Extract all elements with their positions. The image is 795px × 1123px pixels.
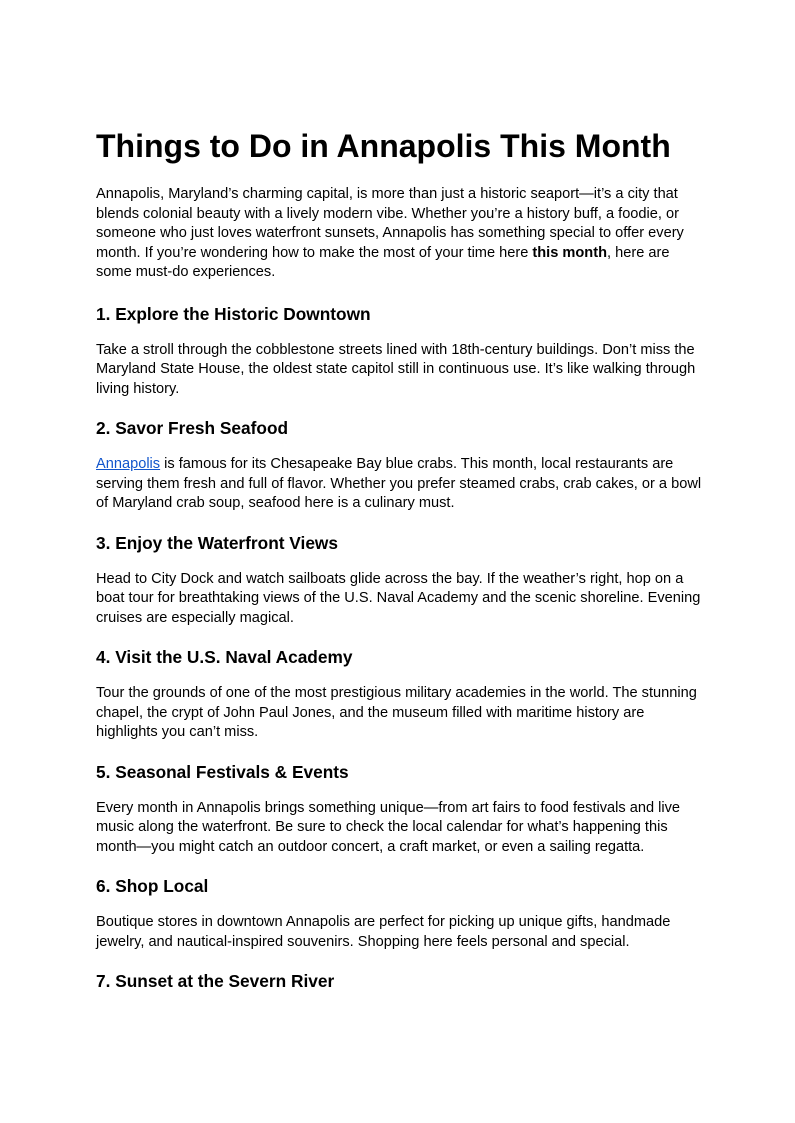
section-body: Every month in Annapolis brings something unique—from art fairs to food festivals and live music along the waterfront. Be sure to check the local calendar for what’s happening this month—you might catch an outdoor concert, a craft market, or even a sailing regatta. xyxy=(96,799,681,855)
section-seafood xyxy=(96,417,702,514)
page-title: Things to Do in Annapolis This Month xyxy=(96,128,671,164)
section-festivals xyxy=(96,761,702,858)
section-heading: 2. Savor Fresh Seafood xyxy=(96,418,289,438)
section-explore-downtown xyxy=(96,303,702,400)
intro-text-end: , here are some must-do experiences. xyxy=(96,244,670,280)
document-page xyxy=(96,126,702,1010)
intro-text: Annapolis, Maryland’s charming capital, is more than just a historic seaport—it’s a city that blends colonial beauty with a lively modern vibe. Whether you’re a history buff, a foodie, or someone who just loves waterfront sunsets, Annapolis has something special to offer every month. If you’re wondering how to make the most of your time here xyxy=(96,186,684,261)
section-body: Head to City Dock and watch sailboats glide across the bay. If the weather’s right, hop on a boat tour for breathtaking views of the U.S. Naval Academy and the scenic shoreline. Evening cruises are especially magical. xyxy=(96,570,701,626)
section-sunset xyxy=(96,970,702,992)
section-shop-local xyxy=(96,875,702,952)
section-body xyxy=(96,455,702,514)
section-heading: 1. Explore the Historic Downtown xyxy=(96,303,371,324)
section-heading: 3. Enjoy the Waterfront Views xyxy=(96,532,338,553)
section-heading: 5. Seasonal Festivals & Events xyxy=(96,761,349,782)
section-heading: 4. Visit the U.S. Naval Academy xyxy=(96,647,353,667)
annapolis-link[interactable]: Annapolis xyxy=(96,456,161,472)
intro-paragraph xyxy=(96,185,702,283)
section-naval-academy xyxy=(96,646,702,743)
section-heading: 7. Sunset at the Severn River xyxy=(96,971,335,991)
intro-bold-text: this month xyxy=(532,244,607,261)
section-heading: 6. Shop Local xyxy=(96,876,209,896)
section-body: Take a stroll through the cobblestone streets lined with 18th-century buildings. Don’t miss the Maryland State House, the oldest state capitol still in continuous use. It’s like walking through living history. xyxy=(96,341,696,397)
section-body: Boutique stores in downtown Annapolis are perfect for picking up unique gifts, handmade jewelry, and nautical-inspired souvenirs. Shopping here feels personal and special. xyxy=(96,914,671,950)
section-waterfront xyxy=(96,532,702,629)
section-body-text: is famous for its Chesapeake Bay blue crabs. This month, local restaurants are serving them fresh and full of flavor. Whether you prefer steamed crabs, crab cakes, or a bowl of Maryland crab soup, seafood here is a culinary must. xyxy=(96,456,702,511)
section-body: Tour the grounds of one of the most prestigious military academies in the world. The stunning chapel, the crypt of John Paul Jones, and the museum filled with maritime history are highlights you can’t miss. xyxy=(96,685,697,740)
